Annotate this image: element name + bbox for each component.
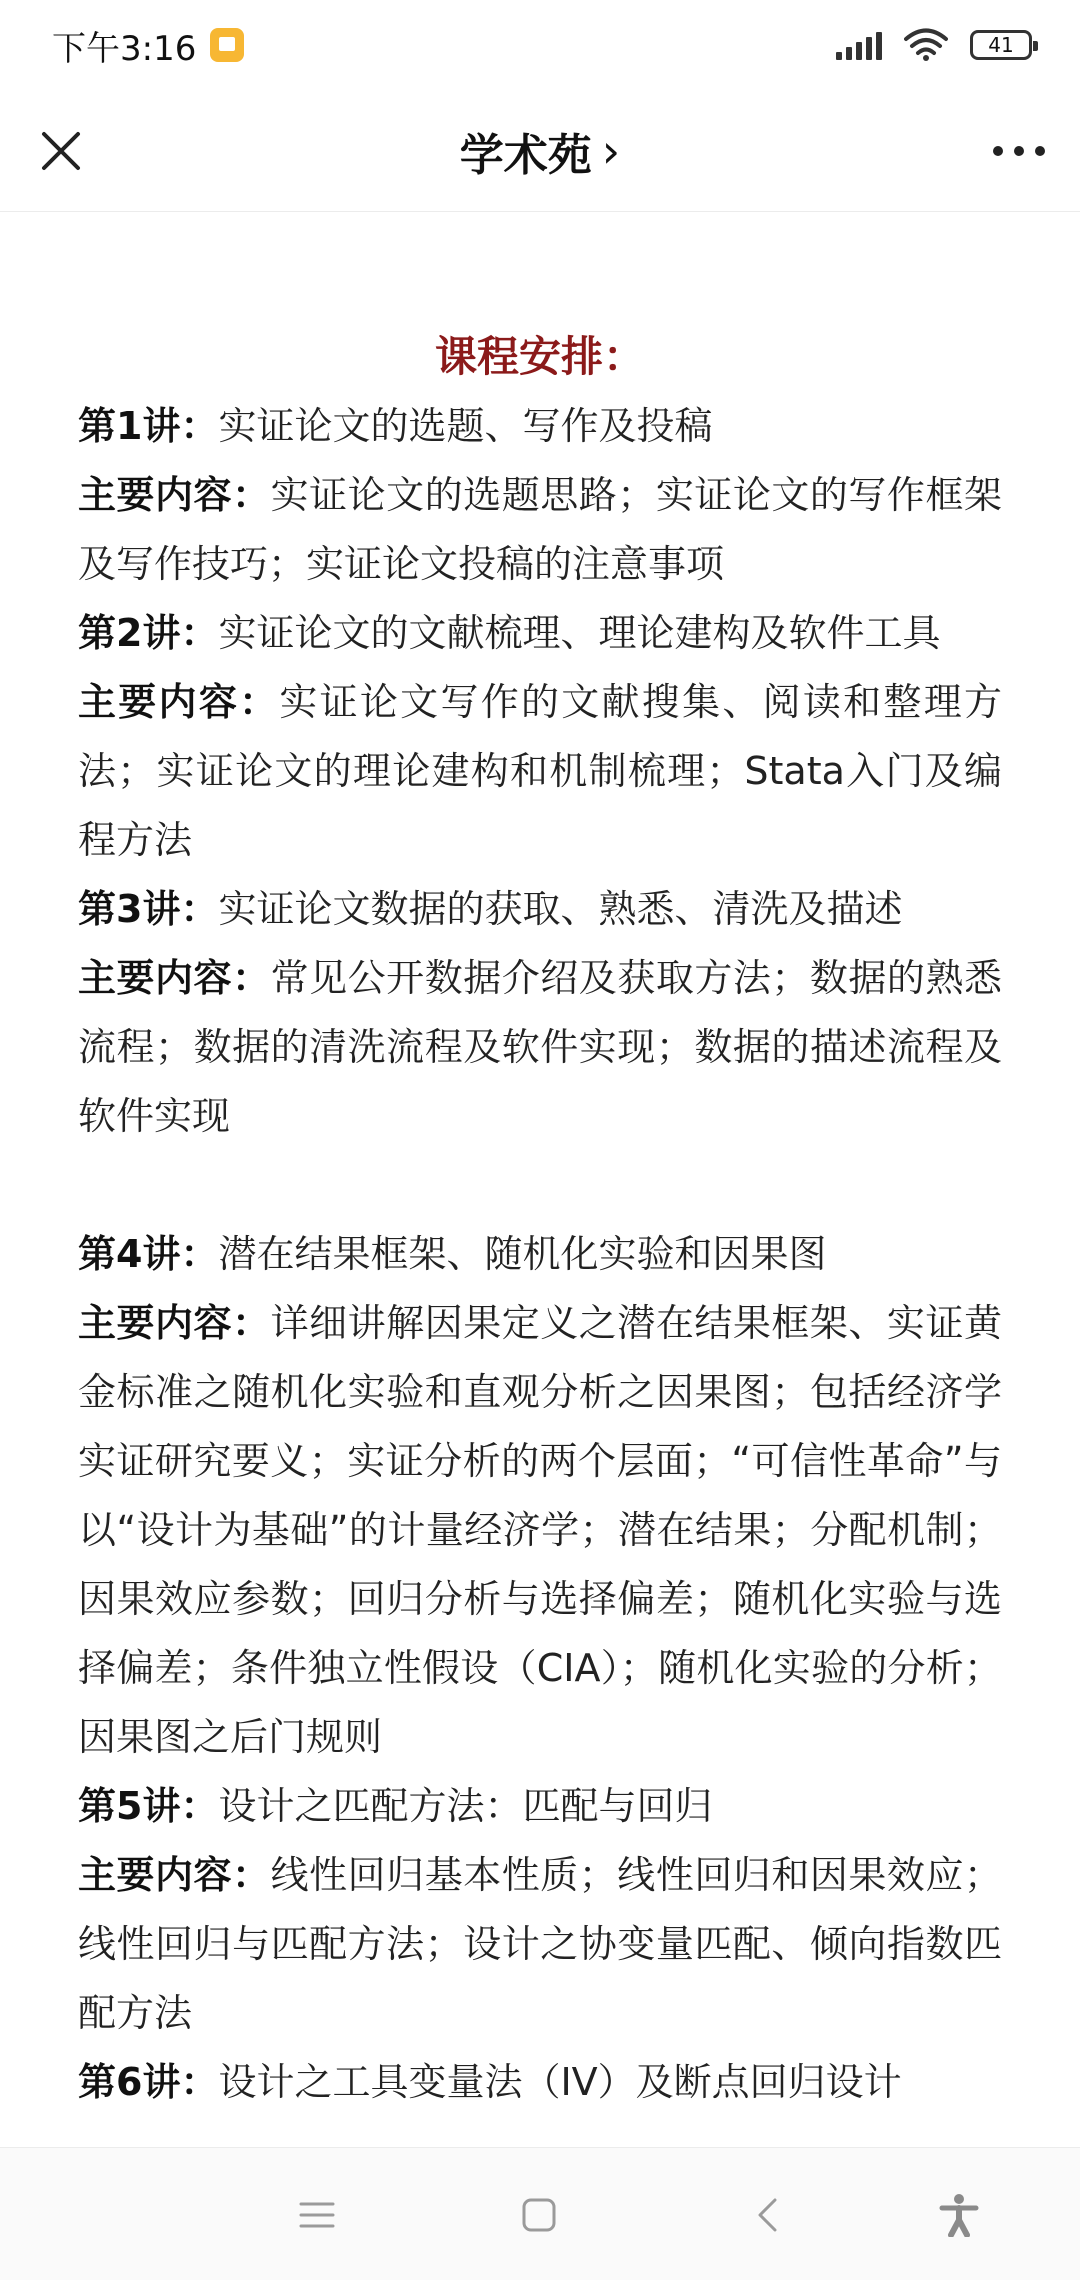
lecture-content-text: 详细讲解因果定义之潜在结果框架、实证黄金标准之随机化实验和直观分析之因果图；包括经济学实证研究要义；实证分析的两个层面；“可信性革命”与以“设计为基础”的计量经济学；潜在结果；分配机制；因果效应参数；回归分析与选择偏差；随机化实验与选择偏差；条件独立性假设（CIA）；随机化实验的分析；因果图之后门规则 <box>78 1301 1002 1759</box>
lecture-content <box>78 1841 1002 2048</box>
lecture-title <box>78 875 1002 944</box>
battery-icon <box>970 30 1032 60</box>
lecture-content <box>78 944 1002 1151</box>
lecture-content <box>78 461 1002 599</box>
lecture-label: 第5讲： <box>78 1784 219 1828</box>
paragraph-spacer <box>78 1151 1002 1220</box>
back-button[interactable] <box>734 2182 800 2248</box>
lecture-label: 第2讲： <box>78 611 219 655</box>
lecture-label: 第1讲： <box>78 404 219 448</box>
lecture-content-text: 实证论文写作的文献搜集、阅读和整理方法；实证论文的理论建构和机制梳理；Stata入门及编程方法 <box>78 680 1002 862</box>
accessibility-icon <box>939 2193 979 2237</box>
lecture-title <box>78 392 1002 461</box>
lecture-title-text: 设计之工具变量法（IV）及断点回归设计 <box>218 2060 902 2104</box>
home-button[interactable] <box>506 2182 572 2248</box>
lecture-content-text: 常见公开数据介绍及获取方法；数据的熟悉流程；数据的清洗流程及软件实现；数据的描述流程及软件实现 <box>78 956 1002 1138</box>
lecture-title-text: 设计之匹配方法：匹配与回归 <box>218 1784 713 1828</box>
lecture-content-text: 线性回归基本性质；线性回归和因果效应；线性回归与匹配方法；设计之协变量匹配、倾向指数匹配方法 <box>78 1853 1002 2035</box>
home-icon <box>521 2197 557 2233</box>
lecture-content <box>78 668 1002 875</box>
menu-button[interactable] <box>284 2182 350 2248</box>
lecture-title <box>78 1220 1002 1289</box>
lecture-title-text: 实证论文数据的获取、熟悉、清洗及描述 <box>218 887 903 931</box>
top-nav-bar <box>0 90 1080 212</box>
content-label: 主要内容： <box>78 956 271 1000</box>
account-title-link[interactable] <box>460 119 620 183</box>
lecture-title <box>78 2048 1002 2117</box>
lecture-title <box>78 1772 1002 1841</box>
system-nav-bar <box>0 2147 1080 2280</box>
section-heading: 课程安排： <box>434 332 645 381</box>
article-content <box>0 212 1080 2117</box>
lecture-label: 第6讲： <box>78 2060 219 2104</box>
lecture-content <box>78 1289 1002 1772</box>
close-icon <box>41 131 81 171</box>
menu-icon <box>299 2201 335 2229</box>
content-label: 主要内容： <box>78 473 271 517</box>
close-button[interactable] <box>28 118 94 184</box>
back-icon <box>755 2197 779 2233</box>
content-label: 主要内容： <box>78 1853 271 1897</box>
lecture-content-text: 实证论文的选题思路；实证论文的写作框架及写作技巧；实证论文投稿的注意事项 <box>78 473 1002 586</box>
signal-icon <box>836 30 882 60</box>
lecture-title-text: 实证论文的文献梳理、理论建构及软件工具 <box>218 611 941 655</box>
lecture-title-text: 实证论文的选题、写作及投稿 <box>218 404 713 448</box>
lecture-title-text: 潜在结果框架、随机化实验和因果图 <box>218 1232 827 1276</box>
lecture-label: 第4讲： <box>78 1232 219 1276</box>
more-icon <box>992 145 1046 157</box>
chevron-right-icon: › <box>601 123 621 178</box>
content-label: 主要内容： <box>78 680 280 724</box>
accessibility-button[interactable] <box>926 2182 992 2248</box>
status-time: 下午3:16 <box>52 28 197 69</box>
page-title: 学术苑 <box>459 129 592 181</box>
notification-app-icon <box>210 28 244 62</box>
battery-level: 41 <box>988 33 1014 57</box>
lecture-label: 第3讲： <box>78 887 219 931</box>
content-label: 主要内容： <box>78 1301 271 1345</box>
article-body[interactable] <box>0 212 1080 2147</box>
status-bar <box>0 0 1080 90</box>
more-button[interactable] <box>986 118 1052 184</box>
status-bar-left <box>52 21 244 70</box>
status-bar-right <box>836 28 1032 62</box>
wifi-icon <box>904 28 948 62</box>
lecture-title <box>78 599 1002 668</box>
